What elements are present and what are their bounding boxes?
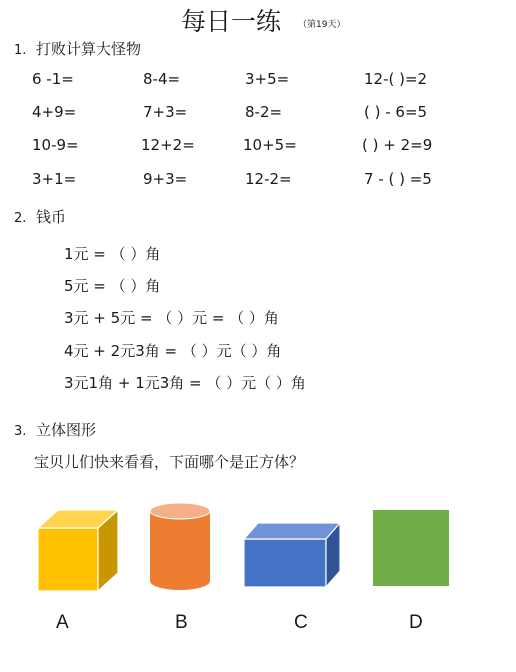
- money-exercise: 5元 = （ ）角: [64, 277, 161, 295]
- exercise: ( ) + 2=9: [362, 136, 433, 154]
- exercise: 6 -1=: [32, 70, 74, 88]
- exercise: 10+5=: [243, 136, 297, 154]
- square-icon: [373, 510, 449, 586]
- section1-number: 1.: [14, 43, 27, 58]
- exercise: 9+3=: [143, 170, 188, 188]
- section3-title: 立体图形: [36, 421, 97, 439]
- exercise: 4+9=: [32, 103, 77, 121]
- cube-icon: [38, 510, 118, 591]
- exercise: 7 - ( ) =5: [364, 170, 432, 188]
- section2-number: 2.: [14, 211, 27, 226]
- section3-number: 3.: [14, 424, 27, 439]
- money-exercise: 3元 + 5元 = （ ）元 = （ ）角: [64, 309, 279, 327]
- exercise: 12-( )=2: [364, 70, 428, 88]
- exercise: 7+3=: [143, 103, 188, 121]
- exercise: 12-2=: [245, 170, 292, 188]
- section2-title: 钱币: [36, 208, 67, 226]
- exercise: 3+1=: [32, 170, 77, 188]
- exercise: 12+2=: [141, 136, 195, 154]
- exercise: 3+5=: [245, 70, 290, 88]
- section1-heading: [14, 38, 141, 59]
- shape-question: 宝贝儿们快来看看，下面哪个是正方体？: [34, 453, 305, 471]
- shape-label-b: B: [175, 612, 188, 633]
- exercise: 8-4=: [143, 70, 181, 88]
- cylinder-icon: [150, 503, 210, 590]
- exercise: ( ) - 6=5: [364, 103, 428, 121]
- section1-title: 打败计算大怪物: [36, 40, 142, 58]
- money-exercise: 3元1角 + 1元3角 = （ ）元（ ）角: [64, 374, 306, 392]
- shapes-illustration: [0, 495, 516, 600]
- day-subtitle: （第19天）: [298, 20, 346, 30]
- money-exercise: 4元 + 2元3角 = （ ）元（ ）角: [64, 342, 282, 360]
- cuboid-icon: [244, 523, 340, 587]
- shape-label-c: C: [294, 612, 308, 633]
- shape-label-a: A: [56, 612, 69, 633]
- exercise: 8-2=: [245, 103, 283, 121]
- section2-heading: [14, 206, 66, 227]
- section3-heading: [14, 419, 96, 440]
- shape-label-d: D: [409, 612, 423, 633]
- money-exercise: 1元 = （ ）角: [64, 245, 161, 263]
- exercise: 10-9=: [32, 136, 79, 154]
- page-title: 每日一练: [181, 7, 282, 36]
